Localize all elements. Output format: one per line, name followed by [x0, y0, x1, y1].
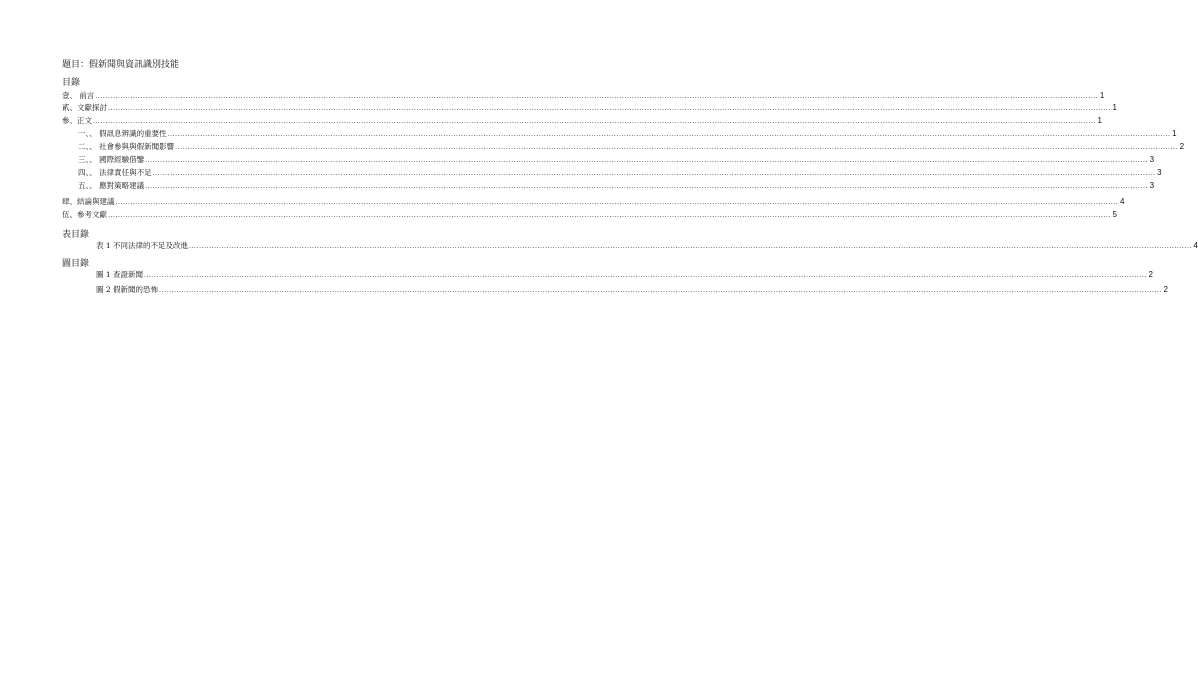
toc-entry[interactable] — [62, 102, 1117, 113]
dot-leader: ................................................................................................................................................................................................................................................................................................................................................................................................................ — [167, 131, 1171, 138]
dot-leader: ................................................................................................................................................................................................................................................................................................................................................................................................................ — [152, 170, 1156, 177]
figure-entry-page-number: 2 — [1148, 270, 1153, 279]
table-entry-label: 表 1 不同法律的不足及改進 — [96, 241, 189, 250]
toc-entry-page-number: 3 — [1149, 181, 1155, 190]
document-title: 題目：假新聞與資訊識別技能 — [62, 60, 180, 70]
toc-entry[interactable] — [78, 128, 1177, 139]
toc-entry-label: 肆、結論與建議 — [62, 197, 115, 206]
toc-entry[interactable] — [62, 90, 1105, 101]
toc-entry[interactable] — [78, 180, 1155, 191]
dot-leader: ................................................................................................................................................................................................................................................................................................................................................................................................................ — [95, 93, 1099, 100]
toc-entry[interactable] — [78, 154, 1155, 165]
toc-entry-page-number: 3 — [1157, 168, 1162, 177]
figure-entry[interactable] — [96, 284, 1168, 295]
toc-entry[interactable] — [62, 209, 1117, 220]
dot-leader: ................................................................................................................................................................................................................................................................................................................................................................................................................ — [175, 144, 1179, 151]
toc-entry-page-number: 2 — [1179, 142, 1185, 151]
dot-leader: ................................................................................................................................................................................................................................................................................................................................................................................................................ — [145, 183, 1149, 190]
toc-entry-label: 伍、參考文獻 — [62, 210, 107, 219]
toc-entry[interactable] — [62, 196, 1125, 207]
table-entry-page-number: 4 — [1193, 241, 1198, 250]
toc-entry-page-number: 3 — [1149, 155, 1155, 164]
toc-entry-label: 三、、 國際經驗借鑒 — [78, 155, 145, 164]
toc-entry-label: 壹、 前言 — [62, 91, 95, 100]
dot-leader: ................................................................................................................................................................................................................................................................................................................................................................................................................ — [145, 157, 1149, 164]
toc-entry-label: 參、正文 — [62, 116, 92, 125]
figure-list-heading: 圖目錄 — [62, 259, 90, 269]
toc-entry-label: 貳、文獻探討 — [62, 103, 107, 112]
figure-entry[interactable] — [96, 269, 1153, 280]
toc-entry[interactable] — [62, 115, 1102, 126]
toc-entry-page-number: 1 — [1099, 91, 1105, 100]
table-list-heading: 表目錄 — [62, 230, 90, 240]
dot-leader: ................................................................................................................................................................................................................................................................................................................................................................................................................ — [159, 287, 1162, 294]
dot-leader: ................................................................................................................................................................................................................................................................................................................................................................................................................ — [189, 243, 1192, 250]
dot-leader: ................................................................................................................................................................................................................................................................................................................................................................................................................ — [115, 199, 1119, 206]
dot-leader: ................................................................................................................................................................................................................................................................................................................................................................................................................ — [108, 212, 1111, 219]
dot-leader: ................................................................................................................................................................................................................................................................................................................................................................................................................ — [108, 105, 1111, 112]
toc-entry-label: 四、、 法律責任與不足 — [78, 168, 152, 177]
dot-leader: ................................................................................................................................................................................................................................................................................................................................................................................................................ — [144, 272, 1147, 279]
toc-heading: 目錄 — [62, 78, 81, 88]
toc-entry-page-number: 5 — [1112, 210, 1117, 219]
toc-entry-label: 一、、 假訊息辨識的重要性 — [78, 129, 167, 138]
toc-entry-page-number: 1 — [1172, 129, 1177, 138]
toc-entry-label: 五、、 應對策略建議 — [78, 181, 145, 190]
table-entry[interactable] — [96, 240, 1198, 251]
toc-entry-page-number: 4 — [1119, 197, 1125, 206]
figure-entry-label: 圖 1 查證新聞 — [96, 270, 144, 279]
toc-entry[interactable] — [78, 167, 1162, 178]
dot-leader: ................................................................................................................................................................................................................................................................................................................................................................................................................ — [93, 118, 1096, 125]
figure-entry-page-number: 2 — [1163, 285, 1168, 294]
toc-entry-page-number: 1 — [1097, 116, 1102, 125]
toc-entry[interactable] — [78, 141, 1185, 152]
figure-entry-label: 圖 2 假新聞的恐怖 — [96, 285, 159, 294]
toc-entry-page-number: 1 — [1112, 103, 1117, 112]
toc-entry-label: 二、、 社會參與與假新聞影響 — [78, 142, 175, 151]
